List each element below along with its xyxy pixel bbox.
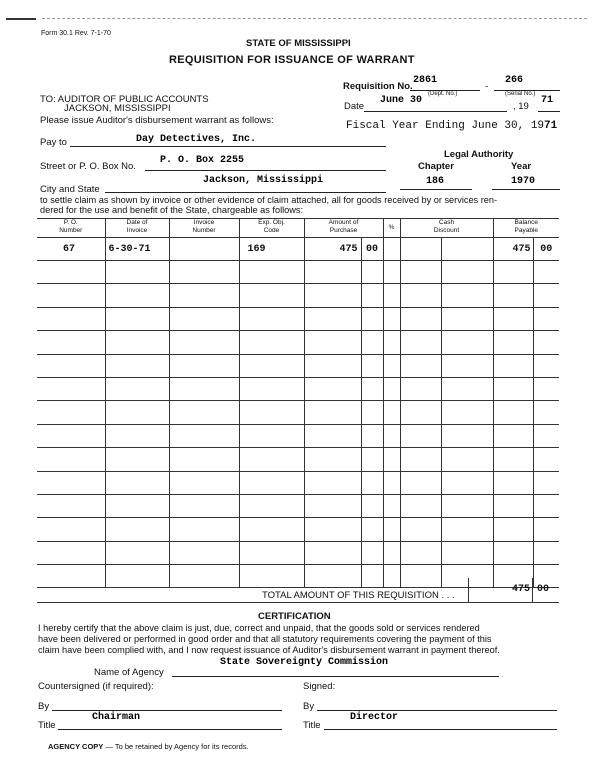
fiscal-year-suffix: 71 [544,120,558,132]
chapter-value: 186 [426,176,445,187]
agency-line [172,676,499,677]
fiscal-year [346,120,557,132]
table-row [37,331,559,354]
certification-line-2: have been delivered or performed in good order and that all statutory requirements covering the payment of this [38,634,492,644]
cell-discount-a [400,238,441,261]
main-title: REQUISITION FOR ISSUANCE OF WARRANT [169,54,415,66]
date-year-suffix: 71 [541,95,554,106]
cell-invoice-number [169,238,239,261]
footer-note-text: — To be retained by Agency for its records. [103,742,249,751]
table-row [37,354,559,377]
by-right-label: By [303,701,315,712]
street-line [145,170,386,171]
col-exp-obj-code: Exp. Obj. Code [239,219,304,238]
table-row [37,377,559,400]
state-title: STATE OF MISSISSIPPI [246,38,351,49]
col-percent: % [383,219,400,238]
city-label: City and State [40,184,100,195]
requisition-dept-no: 2861 [413,75,438,86]
dept-no-label: (Dept. No.) [428,91,458,97]
requisition-label: Requisition No. [343,81,413,92]
total-box-left [468,578,469,602]
table-row [37,471,559,494]
date-line [364,111,507,112]
date-label: Date [344,101,365,112]
cell-date-of-invoice: 6-30-71 [105,238,169,261]
col-cash-discount: Cash Discount [400,219,493,238]
title-right-line [324,729,557,730]
cell-balance-dollars: 475 [493,238,533,261]
form-number: Form 30.1 Rev. 7-1-70 [41,30,111,37]
footer-agency-copy: AGENCY COPY [48,742,104,751]
certification-line-3: claim have been complied with, and I now request issuance of Auditor's disbursement warrant in payment thereof. [38,645,500,655]
top-mark [6,14,36,20]
table-row [37,565,559,588]
by-left-line [52,710,282,711]
title-right-label: Title [303,720,321,731]
table-row [37,424,559,447]
total-dollars: 475 [512,584,531,595]
cell-amount-dollars: 475 [304,238,361,261]
serial-no-label: (Serial No.) [505,91,536,97]
pay-to-value: Day Detectives, Inc. [136,134,257,145]
certification-title: CERTIFICATION [258,611,331,622]
col-balance-payable: Balance Payable [493,219,559,238]
year-label: Year [511,161,532,172]
table-row [37,238,559,261]
table-row [37,401,559,424]
col-invoice-number: Invoice Number [169,219,239,238]
table-row [37,494,559,517]
legal-authority-label: Legal Authority [444,149,514,160]
col-date-of-invoice: Date of Invoice [105,219,169,238]
settle-line-2: dered for the use and benefit of the State, chargeable as follows: [40,205,304,215]
requisition-dash: - [485,81,489,92]
table-row [37,284,559,307]
by-right-line [317,710,557,711]
total-cents: 00 [537,584,550,595]
instruction-text: Please issue Auditor's disbursement warrant as follows: [40,115,274,126]
cell-exp-obj-code: 169 [239,238,304,261]
pay-to-label: Pay to [40,137,67,148]
date-year-prefix: , 19 [513,101,529,112]
cell-po-number: 67 [37,238,105,261]
requisition-serial-no: 266 [505,75,524,86]
table-row [37,448,559,471]
year-value: 1970 [511,176,536,187]
title-left-label: Title [38,720,56,731]
chapter-line [400,189,472,190]
left-title-value: Chairman [92,712,141,723]
col-amount-of-purchase: Amount of Purchase [304,219,383,238]
city-value: Jackson, Mississippi [203,175,324,186]
date-value: June 30 [380,95,423,106]
table-header-row [37,219,559,238]
total-bottom-border [37,602,559,603]
table-row [37,261,559,284]
countersigned-label: Countersigned (if required): [38,681,154,692]
table-row [37,541,559,564]
pay-to-line [70,146,386,147]
cell-balance-cents: 00 [533,238,559,261]
street-value: P. O. Box 2255 [160,155,245,166]
fiscal-year-text: Fiscal Year Ending June 30, 19 [346,120,545,132]
right-title-value: Director [350,712,399,723]
title-left-line [58,729,282,730]
agency-label: Name of Agency [94,667,164,678]
to-line-2: JACKSON, MISSISSIPPI [64,103,171,114]
street-label: Street or P. O. Box No. [40,161,136,172]
total-label: TOTAL AMOUNT OF THIS REQUISITION . . . [262,590,455,601]
certification-line-1: I hereby certify that the above claim is just, due, correct and unpaid, that the goods sold or services rendered [38,623,480,633]
by-left-label: By [38,701,50,712]
agency-value: State Sovereignty Commission [220,657,389,668]
date-year-line [538,111,560,112]
cell-discount-b [441,238,493,261]
cell-percent [383,238,400,261]
cell-amount-cents: 00 [361,238,383,261]
table-row [37,307,559,330]
table-row [37,518,559,541]
year-line [492,189,560,190]
total-divider [532,578,533,602]
settle-line-1: to settle claim as shown by invoice or other evidence of claim attached, all for goods received by or services ren- [40,195,498,205]
signed-label: Signed: [303,681,336,692]
charges-table [37,219,559,588]
city-line [105,192,386,193]
footer-note [48,742,249,751]
to-line-1: TO: AUDITOR OF PUBLIC ACCOUNTS [40,94,209,105]
chapter-label: Chapter [418,161,454,172]
col-po-number: P. O. Number [37,219,105,238]
top-dashed-rule [42,18,587,19]
